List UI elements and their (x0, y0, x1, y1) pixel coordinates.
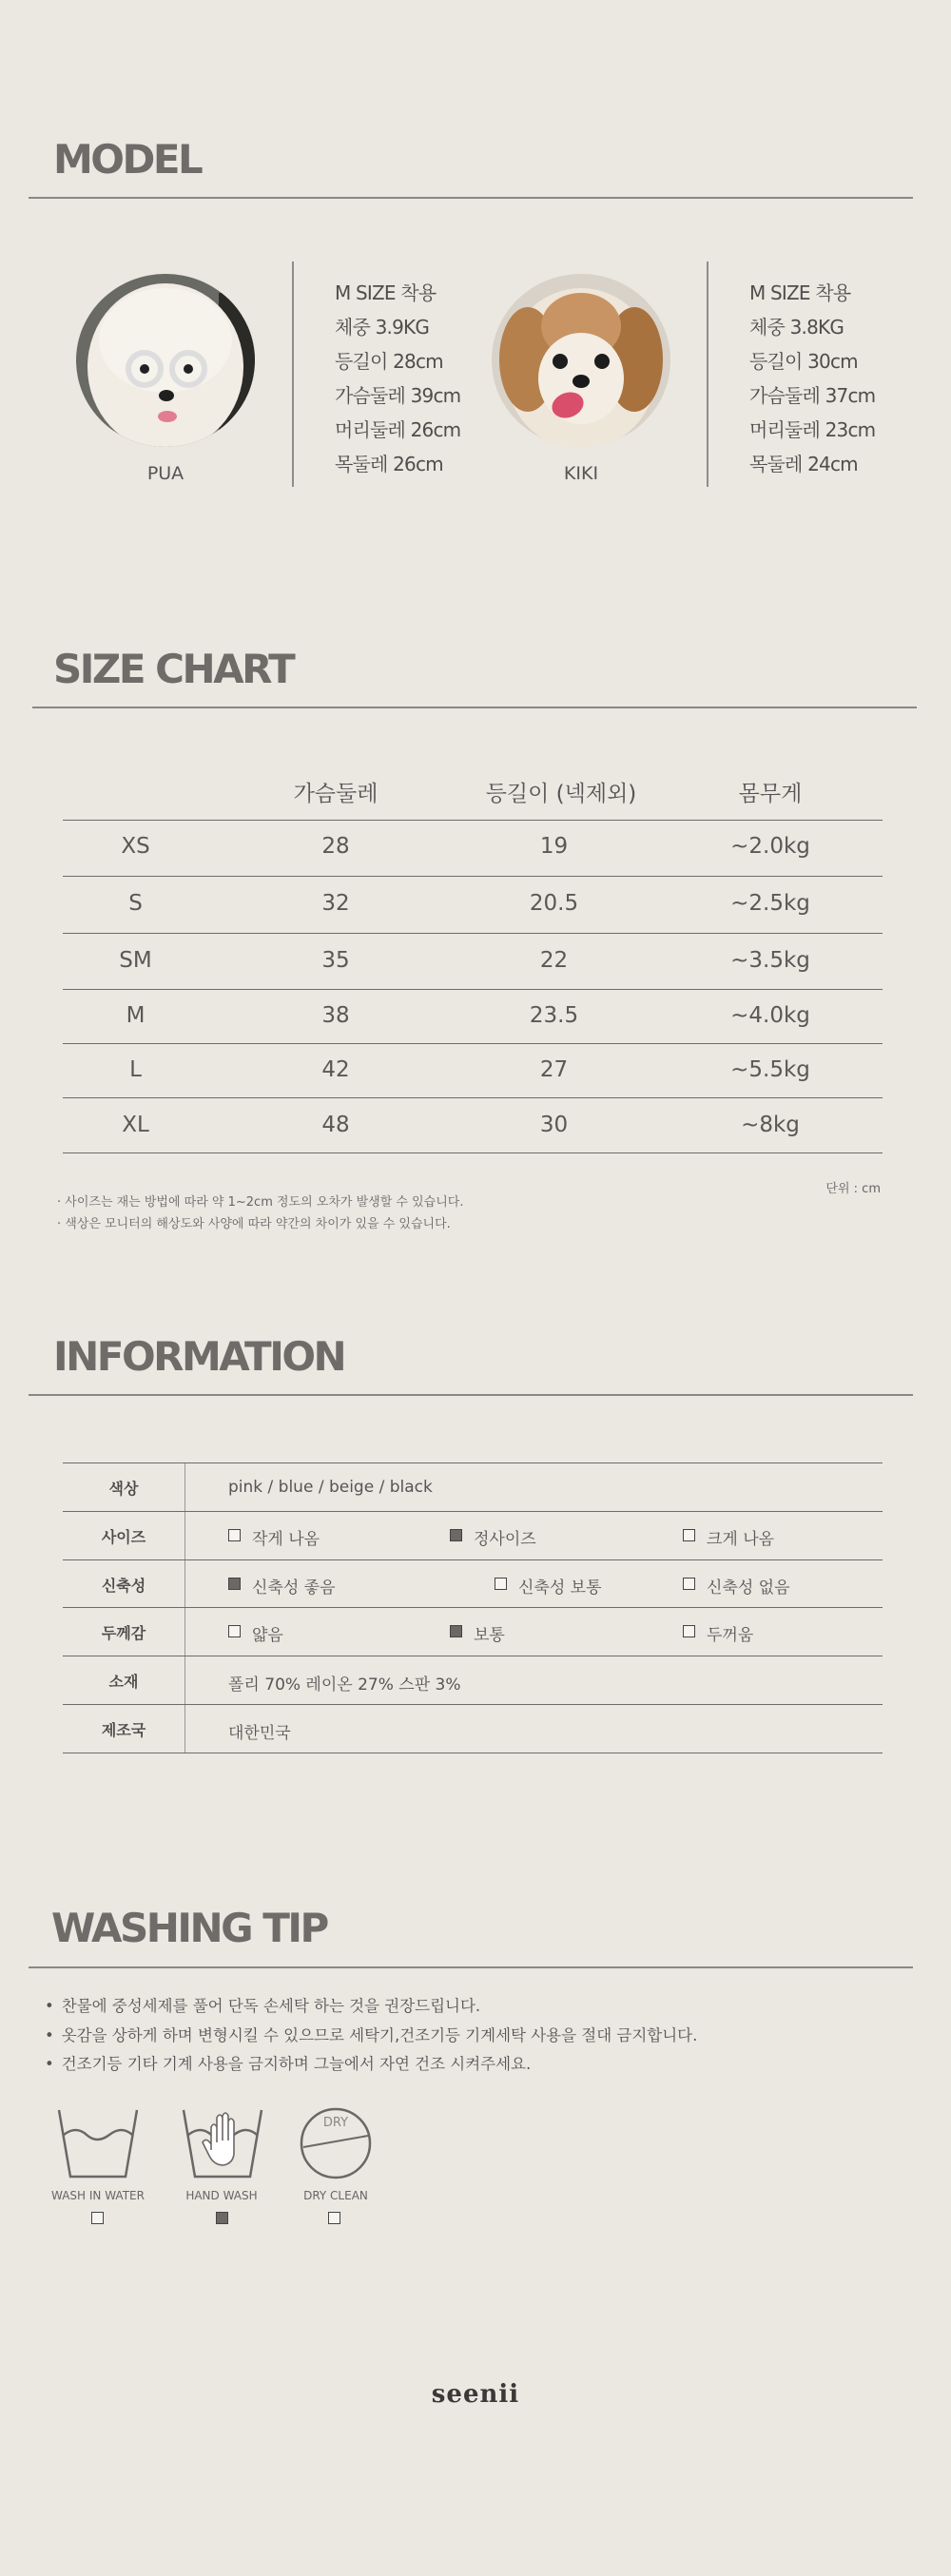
pua-spec: 목둘레 26cm (335, 453, 443, 475)
dry-clean-label: DRY CLEAN (303, 2189, 368, 2202)
info-value-material: 폴리 70% 레이온 27% 스판 3% (228, 1675, 461, 1695)
size-note: · 사이즈는 재는 방법에 따라 약 1~2cm 정도의 오차가 발생할 수 있습니다. (57, 1195, 464, 1210)
weight-value: ~2.5kg (730, 891, 810, 916)
pua-spec: 등길이 28cm (335, 350, 443, 373)
washing-tip-item: • 건조기등 기타 기계 사용을 금지하며 그늘에서 자연 건조 시켜주세요. (45, 2051, 531, 2074)
size-chart-line (63, 1043, 883, 1044)
washing-tip-item: • 찬물에 중성세제를 풀어 단독 손세탁 하는 것을 권장드립니다. (45, 1993, 480, 2016)
weight-value: ~8kg (741, 1113, 800, 1137)
info-label-size: 사이즈 (101, 1528, 146, 1546)
pua-spec: M SIZE 착용 (335, 281, 437, 304)
info-label-stretch: 신축성 (101, 1577, 146, 1595)
thickness-option-checkbox[interactable] (228, 1625, 241, 1637)
wash-in-water-label: WASH IN WATER (51, 2189, 145, 2202)
weight-value: ~2.0kg (730, 834, 810, 859)
chest-value: 42 (321, 1057, 350, 1082)
model-rule (29, 197, 913, 199)
back-length-value: 19 (539, 834, 569, 859)
model-name-kiki: KIKI (563, 463, 599, 484)
model-name-pua: PUA (146, 463, 184, 484)
back-length-value: 22 (539, 948, 569, 973)
chest-value: 32 (321, 891, 350, 916)
thickness-option-checkbox[interactable] (683, 1625, 695, 1637)
chest-value: 38 (321, 1003, 350, 1028)
size-chart-header: 가슴둘레 (293, 782, 378, 806)
kiki-spec: 목둘레 24cm (749, 453, 858, 475)
weight-value: ~3.5kg (730, 948, 810, 973)
size-chart-line (63, 1152, 883, 1153)
model-divider (707, 261, 708, 487)
thickness-option-label: 얇음 (252, 1626, 283, 1645)
size-option-checkbox[interactable] (228, 1529, 241, 1541)
weight-value: ~4.0kg (730, 1003, 810, 1028)
size-option-checkbox[interactable] (450, 1529, 462, 1541)
back-length-value: 23.5 (529, 1003, 579, 1028)
back-length-value: 27 (539, 1057, 569, 1082)
size-option-label: 크게 나옴 (707, 1530, 775, 1549)
pua-specs (335, 276, 460, 481)
size-chart-title: SIZE CHART (53, 646, 294, 692)
thickness-option-checkbox[interactable] (450, 1625, 462, 1637)
pua-spec: 체중 3.9KG (335, 316, 430, 339)
wash-in-water-icon (55, 2104, 141, 2182)
chest-value: 35 (321, 948, 350, 973)
kiki-spec: 가슴둘레 37cm (749, 384, 876, 407)
size-chart-header: 몸무게 (738, 782, 803, 806)
info-label-color: 색상 (108, 1480, 139, 1498)
dry-clean-checkbox[interactable] (328, 2212, 340, 2224)
unit-label: 단위 : cm (825, 1182, 881, 1196)
hand-wash-checkbox[interactable] (216, 2212, 228, 2224)
thickness-option-label: 두꺼움 (707, 1626, 754, 1645)
size-option-label: 정사이즈 (474, 1530, 536, 1549)
information-title: INFORMATION (53, 1333, 345, 1380)
stretch-option-label: 신축성 없음 (707, 1579, 790, 1598)
info-label-material: 소재 (108, 1673, 139, 1691)
kiki-spec: 등길이 30cm (749, 350, 858, 373)
pua-photo (76, 274, 255, 447)
info-value-origin: 대한민국 (228, 1724, 291, 1743)
size-chart-line (63, 876, 883, 877)
kiki-specs (749, 276, 875, 481)
stretch-option-checkbox[interactable] (683, 1578, 695, 1590)
info-line (63, 1704, 883, 1705)
size-chart-line (63, 933, 883, 934)
thickness-option-label: 보통 (474, 1626, 505, 1645)
stretch-option-checkbox[interactable] (228, 1578, 241, 1590)
pua-spec: 머리둘레 26cm (335, 418, 461, 441)
dry-clean-icon-text: DRY (322, 2116, 349, 2130)
model-divider (292, 261, 294, 487)
size-option-label: 작게 나옴 (252, 1530, 320, 1549)
chest-value: 48 (321, 1113, 350, 1137)
size-label: SM (119, 948, 152, 973)
washing-tip-item: • 옷감을 상하게 하며 변형시킬 수 있으므로 세탁기,건조기등 기계세탁 사용을 절대 금지합니다. (45, 2023, 697, 2045)
wash-in-water-checkbox[interactable] (91, 2212, 104, 2224)
info-line (63, 1607, 883, 1608)
back-length-value: 30 (539, 1113, 569, 1137)
stretch-option-label: 신축성 좋음 (252, 1579, 336, 1598)
info-label-origin: 제조국 (101, 1721, 146, 1739)
size-label: XS (121, 834, 150, 859)
kiki-spec: 머리둘레 23cm (749, 418, 876, 441)
size-label: XL (122, 1113, 149, 1137)
chest-value: 28 (321, 834, 350, 859)
size-label: L (129, 1057, 142, 1082)
size-label: M (126, 1003, 146, 1028)
info-line (63, 1511, 883, 1512)
size-label: S (128, 891, 143, 916)
stretch-option-label: 신축성 보통 (518, 1579, 602, 1598)
info-line (63, 1559, 883, 1560)
kiki-photo (492, 274, 670, 447)
brand-logo: seenii (431, 2380, 520, 2409)
info-label-thickness: 두께감 (101, 1624, 146, 1642)
size-chart-line (63, 820, 883, 821)
back-length-value: 20.5 (529, 891, 579, 916)
hand-wash-icon (180, 2104, 265, 2182)
washing-tip-rule (29, 1966, 913, 1968)
size-note: · 색상은 모니터의 해상도와 사양에 따라 약간의 차이가 있을 수 있습니다. (57, 1217, 451, 1231)
stretch-option-checkbox[interactable] (495, 1578, 507, 1590)
size-chart-header: 등길이 (넥제외) (485, 782, 637, 806)
hand-wash-label: HAND WASH (185, 2189, 258, 2202)
kiki-spec: 체중 3.8KG (749, 316, 844, 339)
size-option-checkbox[interactable] (683, 1529, 695, 1541)
model-title: MODEL (53, 136, 202, 183)
info-line (63, 1462, 883, 1463)
washing-tip-title: WASHING TIP (51, 1905, 327, 1951)
info-value-color: pink / blue / beige / black (228, 1478, 433, 1497)
size-chart-rule (32, 707, 917, 708)
info-column-divider (184, 1463, 185, 1753)
information-rule (29, 1394, 913, 1396)
kiki-spec: M SIZE 착용 (749, 281, 851, 304)
pua-spec: 가슴둘레 39cm (335, 384, 461, 407)
size-chart-line (63, 989, 883, 990)
size-chart-line (63, 1097, 883, 1098)
weight-value: ~5.5kg (730, 1057, 810, 1082)
